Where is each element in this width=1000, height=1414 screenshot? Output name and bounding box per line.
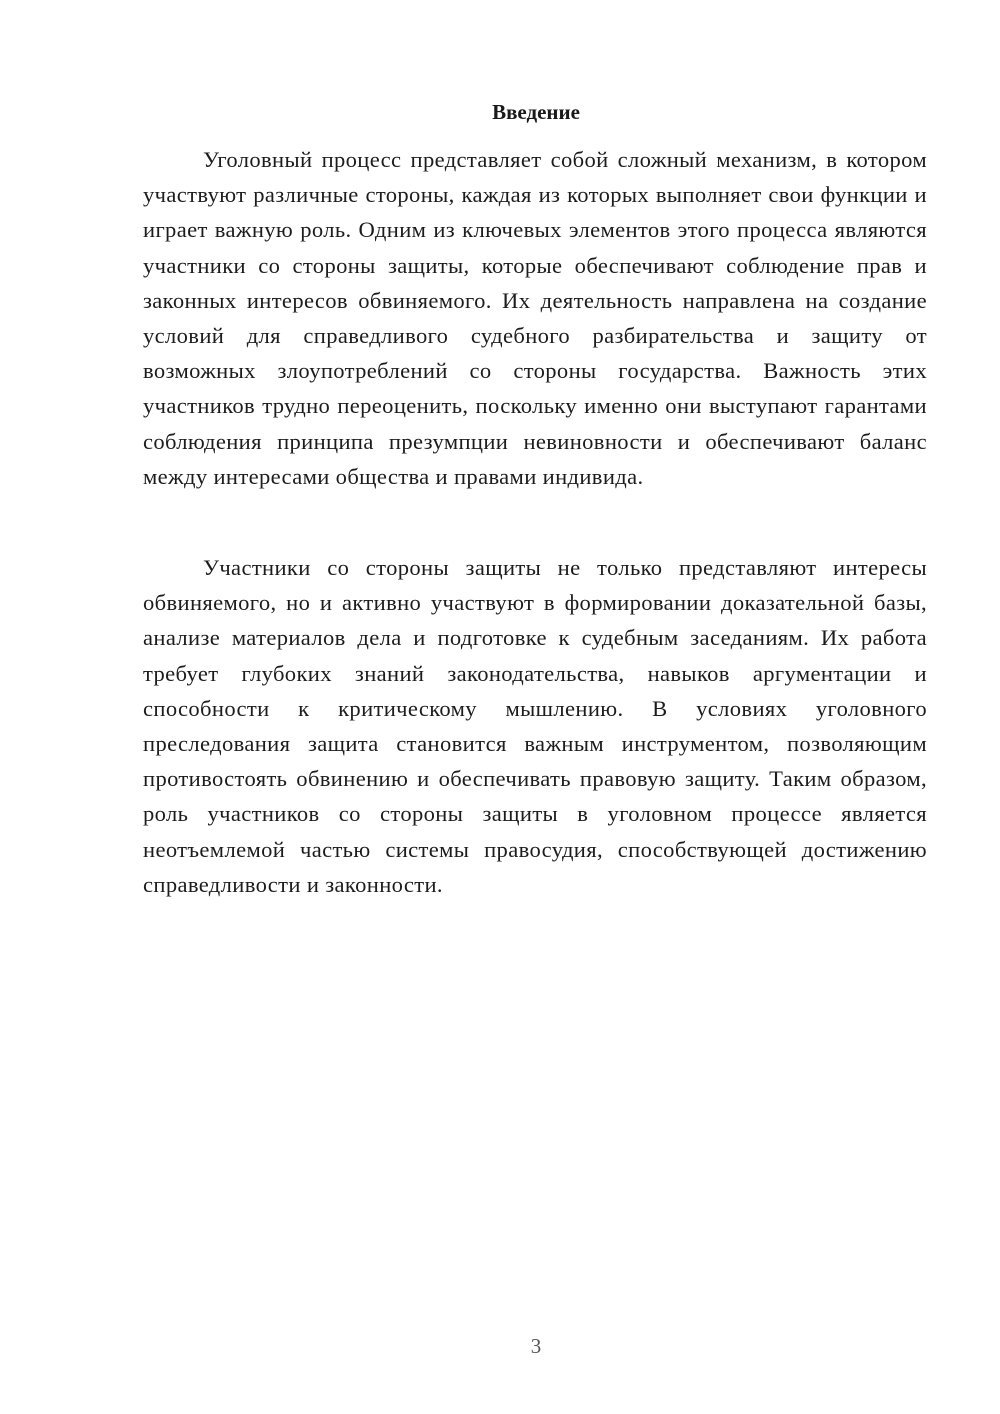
paragraph-2: Участники со стороны защиты не только представляют интересы обвиняемого, но и активно участвуют в формировании доказательной базы, анализе материалов дела и подготовке к судебным заседаниям. Их работа требует глубоких знаний законодательства, навыков аргументации и способности к критическому мышлению. В условиях уголовного преследования защита становится важным инструментом, позволяющим противостоять обвинению и обеспечивать правовую защиту. Таким образом, роль участников со стороны защиты в уголовном процессе является неотъемлемой частью системы правосудия, способствующей достижению справедливости и законности. (143, 555, 927, 897)
page-number: 3 (530, 1334, 542, 1358)
section-heading: Введение (492, 100, 580, 124)
paragraph-1: Уголовный процесс представляет собой сложный механизм, в котором участвуют различные стороны, каждая из которых выполняет свои функции и играет важную роль. Одним из ключевых элементов этого процесса являются участники со стороны защиты, которые обеспечивают соблюдение прав и законных интересов обвиняемого. Их деятельность направлена на создание условий для справедливого судебного разбирательства и защиту от возможных злоупотреблений со стороны государства. Важность этих участников трудно переоценить, поскольку именно они выступают гарантами соблюдения принципа презумпции невиновности и обеспечивают баланс между интересами общества и правами индивида. (143, 147, 927, 489)
